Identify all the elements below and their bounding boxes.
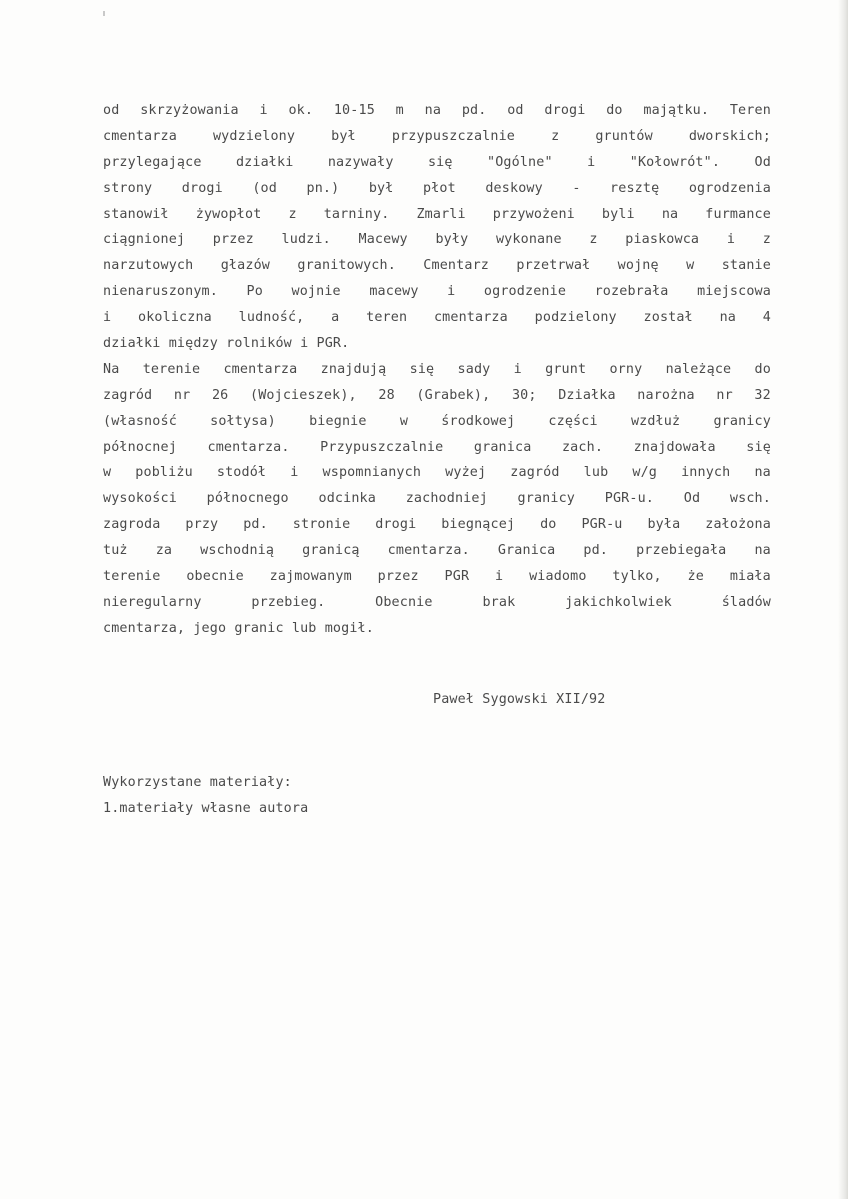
word: deskowy [485, 180, 543, 196]
word: z [288, 206, 297, 222]
word: wydzielony [212, 128, 296, 144]
word: cmentarza [223, 361, 298, 377]
word: stanie [721, 258, 771, 274]
word: Obecnie [375, 594, 433, 610]
word: był [331, 128, 356, 144]
word: wspomnianych [322, 465, 422, 481]
signature: Paweł Sygowski XII/92 [433, 692, 606, 707]
word: śladów [721, 594, 771, 610]
word: pd. [583, 543, 609, 559]
word: 26 [211, 387, 229, 403]
word: narożna [637, 387, 695, 403]
word: i [447, 284, 456, 300]
text-line [103, 98, 771, 124]
word: granitowych. [297, 258, 396, 274]
word: PGR [444, 569, 470, 585]
word: biegnie [309, 413, 367, 429]
word: przez [212, 232, 254, 248]
text-line [103, 279, 771, 305]
word: północnego [206, 491, 289, 507]
word: drogi [544, 103, 586, 118]
word: Granica [497, 543, 556, 559]
word: orny [609, 361, 643, 377]
word: 30; [511, 387, 537, 403]
word: wyżej [445, 465, 487, 481]
text-line [103, 357, 771, 383]
word: cmentarza. [207, 439, 290, 455]
word: majątku. [643, 103, 710, 118]
word: przetrwał [516, 258, 591, 274]
word: wschodnią [200, 543, 275, 559]
word: byli [601, 206, 635, 222]
word: i [726, 232, 736, 248]
word: piaskowca [625, 232, 700, 248]
word: wykonane [495, 232, 562, 248]
word: tarniny. [323, 206, 390, 222]
word: Po [246, 284, 263, 300]
text-line [103, 590, 771, 616]
word: z [589, 232, 598, 248]
word: środkowej [441, 413, 516, 429]
word: nazywały [327, 154, 394, 170]
text-line [103, 253, 771, 279]
word: nr [173, 387, 191, 403]
word: przywożeni [492, 206, 575, 222]
word: dworskich; [688, 128, 771, 144]
word: od [507, 103, 524, 118]
word: lub [583, 465, 609, 481]
word: cmentarza [433, 310, 508, 326]
word: został [643, 310, 693, 326]
word: PGR-u [581, 517, 623, 533]
text-line [103, 409, 771, 435]
page-edge [838, 0, 848, 1199]
word: resztę [610, 180, 660, 196]
word: pobliżu [135, 465, 193, 481]
word: miała [729, 569, 771, 585]
word: - [572, 180, 581, 196]
word: pn.) [306, 180, 340, 196]
word: pd. [461, 103, 487, 118]
text-line [103, 227, 771, 253]
word: Teren [729, 103, 771, 118]
word: wysokości [103, 491, 177, 507]
word: żywopłot [195, 206, 262, 222]
word: na [754, 465, 771, 481]
word: podzielony [534, 310, 617, 326]
word: przypuszczalnie [391, 128, 516, 144]
word: granica [473, 439, 532, 455]
word: (własność [103, 413, 177, 429]
word: drogi [181, 180, 223, 196]
word: odcinka [318, 491, 376, 507]
word: zajmowanym [269, 569, 352, 585]
word: Od [754, 154, 771, 170]
word: północnej [103, 439, 177, 455]
word: przebieg. [251, 594, 326, 610]
word: grunt [545, 361, 587, 377]
word: działki [235, 154, 294, 170]
word: zagród [103, 387, 153, 403]
word: a [331, 310, 340, 326]
paper-speck [103, 11, 105, 16]
text-line [103, 176, 771, 202]
word: Od [683, 491, 701, 507]
materials-heading: Wykorzystane materiały: [103, 775, 292, 790]
word: okoliczna [137, 310, 212, 326]
word: przy [185, 517, 219, 533]
word: m [395, 103, 404, 118]
word: "Ogólne" [487, 154, 553, 170]
word: się [427, 154, 453, 170]
word: przylegające [103, 154, 202, 170]
word: cmentarza. [387, 543, 470, 559]
materials-item: 1.materiały własne autora [103, 801, 309, 816]
word: i [587, 154, 596, 170]
word: granicy [713, 413, 771, 429]
word: był [368, 180, 394, 196]
word: do [754, 361, 771, 377]
word: Przypuszczalnie [320, 439, 444, 455]
word: stronie [292, 517, 351, 533]
word: i [290, 465, 299, 481]
word: Cmentarz [423, 258, 489, 274]
word: ciągnionej [103, 232, 186, 248]
word: części [548, 413, 598, 429]
word: PGR-u. [604, 491, 655, 507]
word: płot [422, 180, 456, 196]
word: zagród [510, 465, 560, 481]
word: Macewy [358, 232, 408, 248]
word: (Grabek), [416, 387, 491, 403]
word: wojnę [617, 258, 659, 274]
word: teren [366, 310, 408, 326]
word: ogrodzenie [483, 284, 567, 300]
word: ludzi. [281, 232, 331, 248]
word: założona [705, 517, 771, 533]
word: do [606, 103, 623, 118]
word: w/g [632, 465, 657, 481]
word: sady [457, 361, 491, 377]
word: "Kołowrót". [629, 154, 721, 170]
word: wojnie [291, 284, 341, 300]
word: na [719, 310, 737, 326]
text-line [103, 486, 771, 512]
text-line [103, 435, 771, 461]
word: się [746, 439, 771, 455]
word: przebiegała [636, 543, 727, 559]
word: wiadomo [529, 569, 587, 585]
text-line: działki między rolników i PGR. [103, 336, 350, 352]
word: Zmarli [416, 206, 466, 222]
materials-section [103, 770, 308, 822]
word: 10-15 [333, 103, 375, 118]
word: głazów [220, 258, 270, 274]
text-line [103, 564, 771, 590]
word: w [399, 413, 409, 429]
word: znajdują [320, 361, 387, 377]
word: furmance [705, 206, 771, 222]
text-line [103, 460, 771, 486]
word: z [762, 232, 771, 248]
word: w [686, 258, 695, 274]
text-line [103, 124, 771, 150]
word: ogrodzenia [688, 180, 771, 196]
word: (Wojcieszek), [249, 387, 357, 403]
word: Na [103, 361, 120, 377]
word: do [540, 517, 557, 533]
text-line [103, 150, 771, 176]
word: (od [252, 180, 277, 196]
word: stanowił [103, 206, 169, 222]
word: nr [716, 387, 733, 403]
word: drogi [375, 517, 417, 533]
text-line [103, 383, 771, 409]
word: skrzyżowania [140, 103, 239, 118]
word: za [155, 543, 173, 559]
word: nieregularny [103, 594, 202, 610]
word: zachodniej [405, 491, 488, 507]
word: terenie [142, 361, 201, 377]
word: strony [103, 180, 153, 196]
word: tuż [103, 543, 128, 559]
word: i [513, 361, 522, 377]
word: się [409, 361, 435, 377]
word: jakichkolwiek [565, 594, 672, 610]
word: zagroda [103, 517, 161, 533]
text-line [103, 305, 771, 331]
word: była [647, 517, 681, 533]
word: wzdłuż [630, 413, 681, 429]
word: zach. [561, 439, 604, 455]
word: na [424, 103, 442, 118]
word: przez [377, 569, 419, 585]
word: Działka [558, 387, 616, 403]
word: stodół [216, 465, 267, 481]
word: na [661, 206, 679, 222]
word: że [687, 569, 704, 585]
word: i [495, 569, 504, 585]
word: gruntów [595, 128, 653, 144]
word: były [435, 232, 469, 248]
word: biegnącej [441, 517, 516, 533]
word: granicą [302, 543, 360, 559]
word: granicy [517, 491, 576, 507]
word: tylko, [612, 569, 662, 585]
word: sołtysa) [210, 413, 276, 429]
word: nienaruszonym. [103, 284, 218, 300]
word: znajdowała [633, 439, 716, 455]
word: w [103, 465, 112, 481]
word: brak [482, 594, 516, 610]
word: 4 [762, 310, 771, 326]
word: wsch. [729, 491, 771, 507]
word: i [259, 103, 268, 118]
word: z [551, 128, 560, 144]
text-line [103, 512, 771, 538]
word: narzutowych [103, 258, 194, 274]
word: ludność, [238, 310, 305, 326]
word: terenie [103, 569, 161, 585]
word: i [103, 310, 112, 326]
word: na [754, 543, 771, 559]
word: pd. [243, 517, 268, 533]
word: cmentarza [103, 128, 177, 144]
text-line [103, 538, 771, 564]
word: od [103, 103, 120, 118]
word: miejscowa [697, 284, 771, 300]
word: macewy [369, 284, 419, 300]
text-line [103, 202, 771, 228]
word: 32 [754, 387, 771, 403]
word: innych [681, 465, 731, 481]
word: ok. [288, 103, 314, 118]
word: należące [665, 361, 732, 377]
word: rozebrała [594, 284, 669, 300]
body-text [103, 98, 771, 642]
text-line: cmentarza, jego granic lub mogił. [103, 620, 374, 636]
word: obecnie [186, 569, 244, 585]
word: 28 [378, 387, 395, 403]
